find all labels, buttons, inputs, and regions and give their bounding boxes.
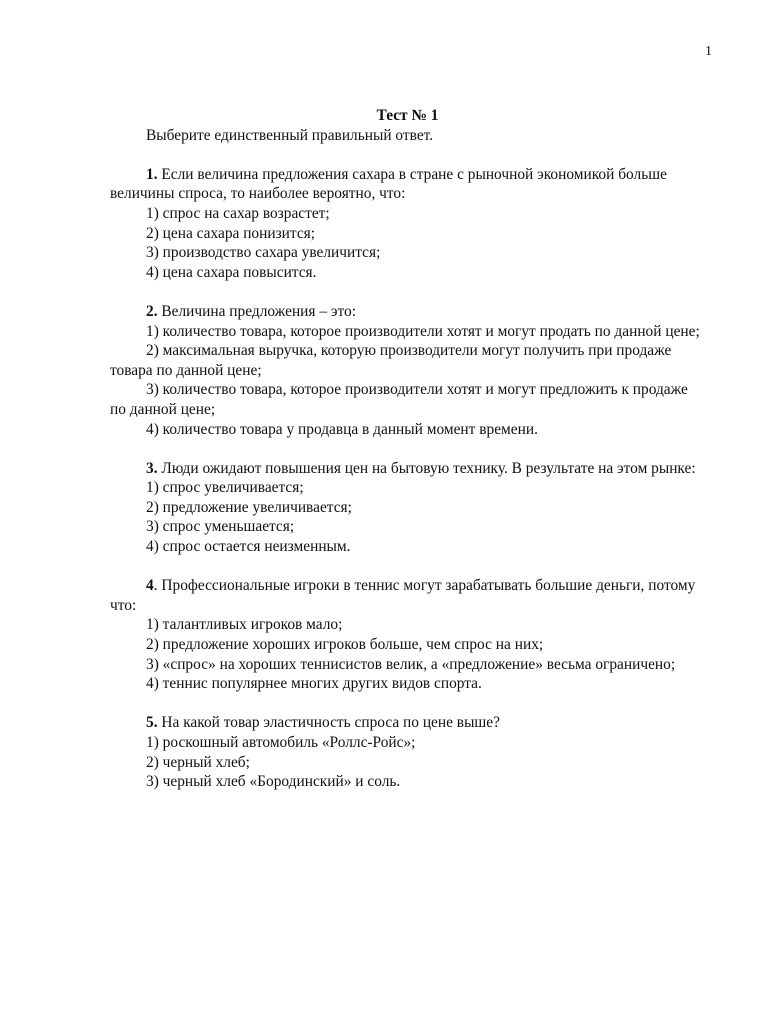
question-3	[110, 459, 705, 557]
question-1	[110, 165, 705, 283]
test-instruction: Выберите единственный правильный ответ.	[146, 126, 434, 144]
answer-option: 1) спрос на сахар возрастет;	[146, 204, 330, 222]
question-body: . Профессиональные игроки в теннис могут зарабатывать большие деньги, потому что:	[110, 577, 696, 614]
question-number: 5.	[146, 714, 158, 732]
question-text	[110, 165, 705, 204]
answer-option: 1) спрос увеличивается;	[146, 479, 304, 497]
question-body: На какой товар эластичность спроса по цене выше?	[157, 714, 500, 732]
answer-option: 3) производство сахара увеличится;	[146, 244, 381, 262]
answer-option: 3) черный хлеб «Бородинский» и соль.	[146, 773, 401, 791]
answer-option: 3) «спрос» на хороших теннисистов велик, а «предложение» весьма ограничено;	[146, 655, 676, 673]
answer-option: 3) спрос уменьшается;	[146, 518, 295, 536]
test-title: Тест № 1	[376, 107, 439, 124]
answer-option: 1) талантливых игроков мало;	[146, 616, 343, 634]
question-body: Величина предложения – это:	[157, 302, 356, 320]
answer-option: 4) теннис популярнее многих других видов спорта.	[146, 675, 482, 693]
question-number: 1.	[146, 165, 158, 183]
answer-option: 1) роскошный автомобиль «Роллс-Ройс»;	[146, 734, 416, 751]
question-text	[110, 576, 705, 615]
question-4	[110, 576, 705, 694]
answer-option: 2) предложение увеличивается;	[146, 498, 352, 516]
answer-option: 4) спрос остается неизменным.	[146, 538, 351, 556]
page-number: 1	[705, 44, 712, 59]
question-number: 2.	[146, 302, 158, 320]
answer-option: 2) предложение хороших игроков больше, чем спрос на них;	[146, 636, 544, 654]
answer-option: 1) количество товара, которое производители хотят и могут продать по данной цене;	[146, 322, 700, 340]
question-number: 3.	[146, 459, 158, 477]
question-text	[110, 713, 705, 733]
answer-option: 2) черный хлеб;	[146, 753, 250, 771]
question-number: 4	[146, 577, 154, 595]
test-content	[110, 106, 705, 811]
answer-option: 4) количество товара у продавца в данный момент времени.	[146, 420, 538, 438]
question-body: Если величина предложения сахара в стране с рыночной экономикой больше величины спроса, то наиболее вероятно, что:	[110, 165, 667, 203]
answer-option: 2) максимальная выручка, которую производители могут получить при продаже товара по данной цене;	[110, 342, 672, 379]
answer-option: 4) цена сахара повысится.	[146, 263, 317, 281]
question-text	[110, 302, 705, 322]
question-2	[110, 302, 705, 439]
question-body: Люди ожидают повышения цен на бытовую технику. В результате на этом рынке:	[157, 459, 696, 477]
answer-option: 2) цена сахара понизится;	[146, 224, 316, 242]
question-text	[110, 459, 705, 479]
question-5	[110, 713, 705, 791]
answer-option: 3) количество товара, которое производители хотят и могут предложить к продаже по данной цене;	[110, 381, 688, 418]
